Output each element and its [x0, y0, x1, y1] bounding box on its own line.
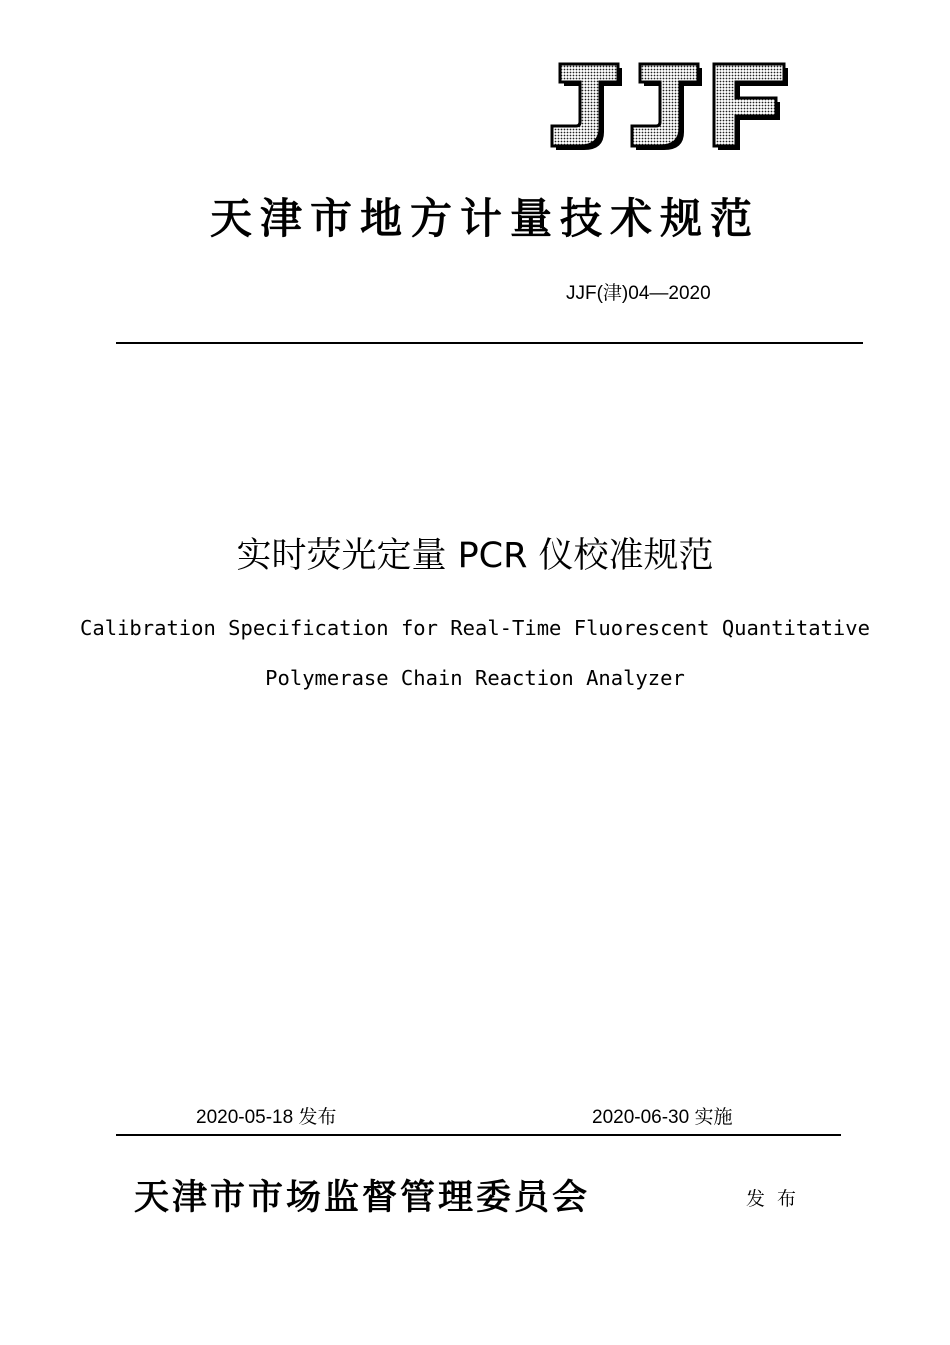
issuing-authority: 天津市市场监督管理委员会	[134, 1177, 591, 1218]
issue-date: 2020-05-18 发布	[196, 1107, 337, 1128]
jjf-logo	[548, 62, 790, 152]
document-title-chinese: 实时荧光定量 PCR 仪校准规范	[236, 536, 714, 576]
document-number: JJF(津)04—2020	[566, 283, 711, 304]
top-divider	[116, 342, 863, 344]
standard-type-heading: 天津市地方计量技术规范	[209, 194, 760, 243]
document-title-english-line1: Calibration Specification for Real-Time Fluorescent Quantitative	[80, 616, 870, 640]
logo-letters	[552, 64, 784, 146]
document-title-english-line2: Polymerase Chain Reaction Analyzer	[265, 666, 685, 690]
bottom-divider	[116, 1134, 841, 1136]
effective-date: 2020-06-30 实施	[592, 1107, 733, 1128]
issue-label: 发布	[746, 1188, 809, 1210]
